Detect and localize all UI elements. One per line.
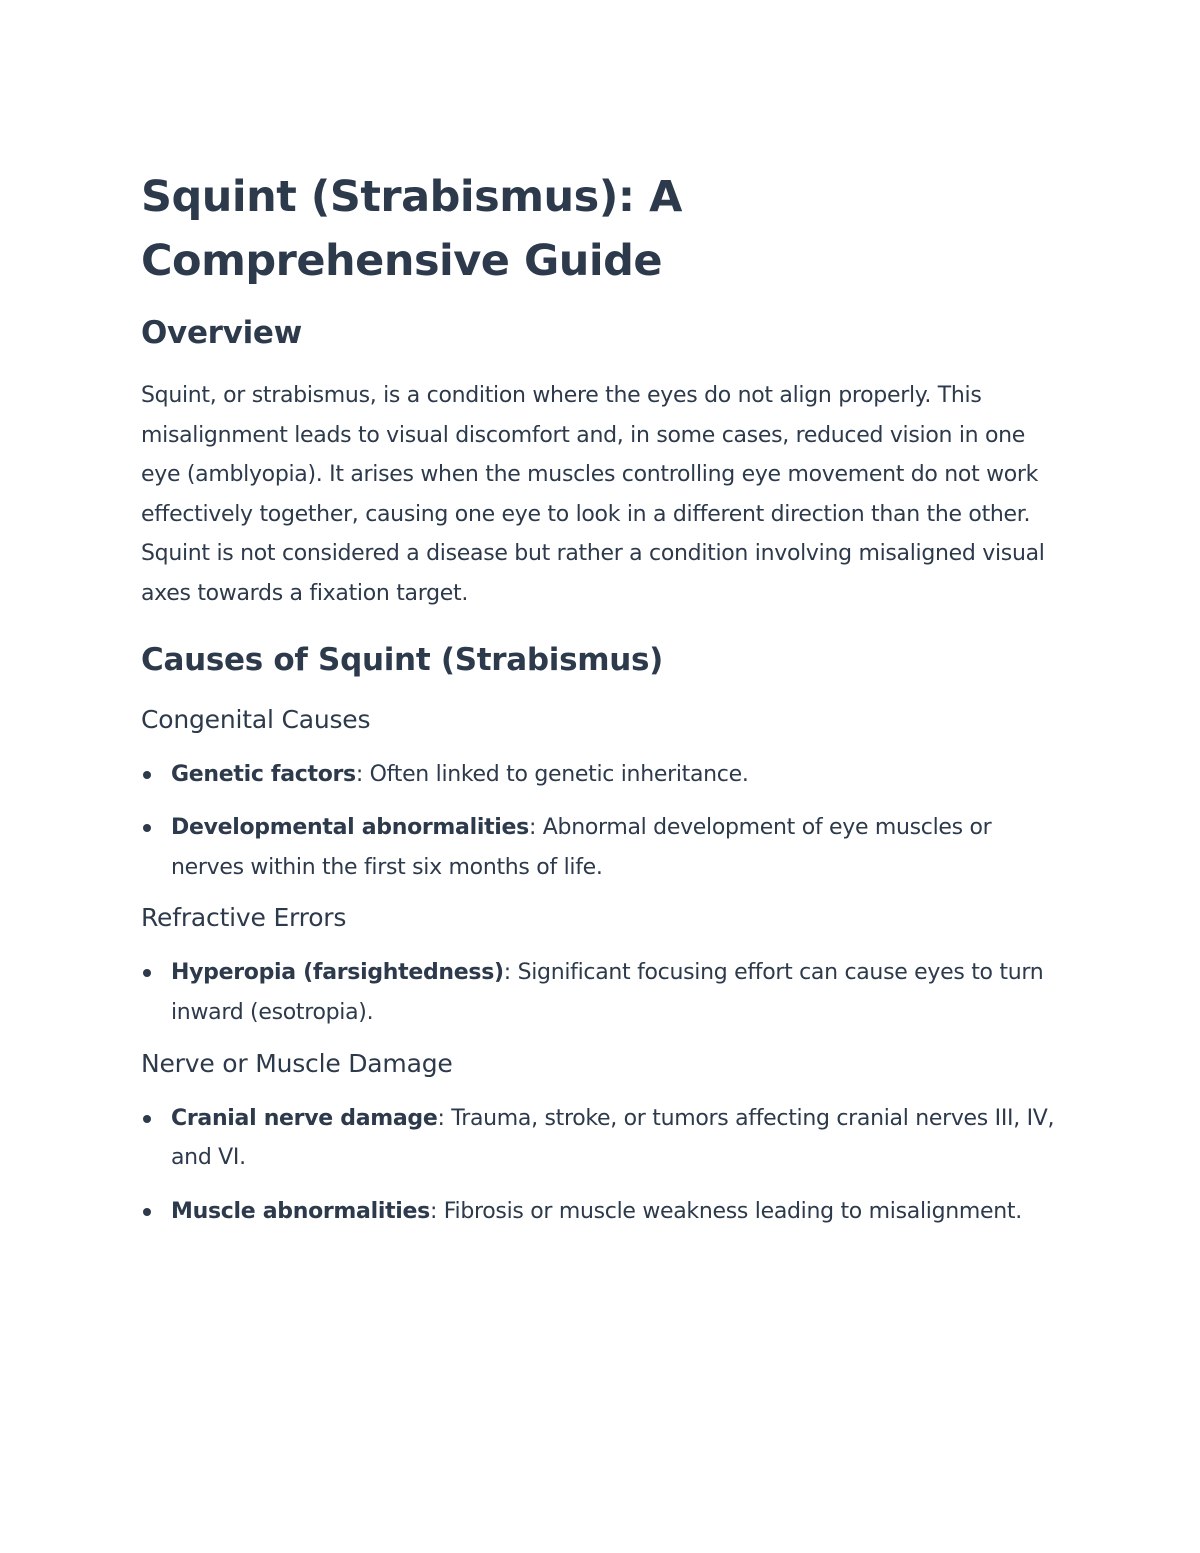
document-page — [141, 165, 1061, 1245]
list-item-term: Genetic factors — [171, 761, 356, 787]
refractive-errors-heading: Refractive Errors — [141, 903, 347, 933]
list-item-text: : Fibrosis or muscle weakness leading to misalignment. — [429, 1198, 1022, 1224]
list-item — [141, 808, 1061, 887]
nerve-muscle-damage-heading: Nerve or Muscle Damage — [141, 1048, 453, 1078]
list-item-term: Cranial nerve damage — [171, 1105, 438, 1131]
overview-paragraph: Squint, or strabismus, is a condition where the eyes do not align properly. This misalignment leads to visual discomfort and, in some cases, reduced vision in one eye (amblyopia). It arises when the muscles controlling eye movement do not work effectively together, causing one eye to look in a different direction than the other. Squint is not considered a disease but rather a condition involving misaligned visual axes towards a fixation target. — [141, 383, 1045, 606]
list-item-term: Developmental abnormalities — [171, 815, 529, 841]
congenital-causes-list — [141, 755, 1061, 888]
list-item-text: : Trauma, stroke, or tumors affecting cranial nerves III, IV, and VI. — [171, 1105, 1055, 1171]
congenital-causes-heading: Congenital Causes — [141, 704, 371, 734]
list-item — [141, 953, 1061, 1032]
nerve-muscle-damage-list — [141, 1099, 1061, 1232]
bullet-icon — [143, 1115, 151, 1123]
list-item-text: : Significant focusing effort can cause eyes to turn inward (esotropia). — [171, 960, 1044, 1025]
bullet-icon — [143, 824, 151, 832]
list-item — [141, 1099, 1061, 1178]
list-item — [141, 1192, 1061, 1232]
list-item-term: Muscle abnormalities — [171, 1198, 430, 1224]
list-item-text: : Often linked to genetic inheritance. — [355, 761, 749, 787]
list-item-term: Hyperopia (farsightedness) — [171, 960, 504, 986]
refractive-errors-list — [141, 953, 1061, 1032]
bullet-icon — [143, 969, 151, 977]
overview-heading: Overview — [141, 315, 302, 351]
list-item-text: : Abnormal development of eye muscles or nerves within the first six months of life. — [171, 815, 992, 880]
causes-heading: Causes of Squint (Strabismus) — [141, 641, 664, 678]
page-title: Squint (Strabismus): A Comprehensive Guide — [141, 172, 682, 286]
bullet-icon — [143, 771, 151, 779]
list-item — [141, 755, 1061, 795]
bullet-icon — [143, 1208, 151, 1216]
